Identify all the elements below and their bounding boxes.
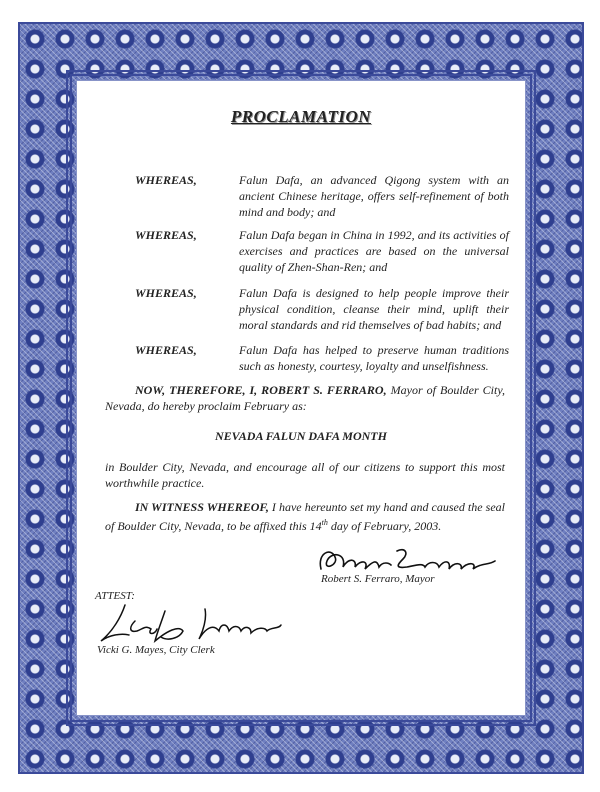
encourage-paragraph: in Boulder City, Nevada, and encourage all of our citizens to support this most worthwhile practice. bbox=[105, 460, 505, 490]
witness-part2: day of February, 2003. bbox=[327, 519, 442, 533]
witness-date-suffix: th bbox=[321, 518, 328, 527]
whereas-label-4: WHEREAS, bbox=[135, 343, 197, 357]
now-therefore-rest: Mayor of Boulder City, Nevada, do hereby proclaim February as: bbox=[105, 383, 506, 413]
page-title: PROCLAMATION bbox=[230, 107, 372, 126]
now-therefore-lead: NOW, THEREFORE, I, ROBERT S. FERRARO, bbox=[135, 383, 387, 397]
whereas-text-1: Falun Dafa, an advanced Qigong system with an ancient Chinese heritage, offers self-refinement of both mind and body; and bbox=[239, 173, 509, 219]
certificate-sheet bbox=[76, 80, 526, 716]
clerk-signature-name: Vicki G. Mayes, City Clerk bbox=[97, 644, 215, 656]
witness-part1: I have hereunto set my hand and caused the seal of Boulder City, Nevada, to be affixed this 14 bbox=[105, 500, 505, 533]
whereas-text-3: Falun Dafa is designed to help people improve their physical condition, cleanse their mind, uplift their moral standards and rid themselves of bad habits; and bbox=[239, 286, 509, 332]
witness-lead: IN WITNESS WHEREOF, bbox=[135, 500, 269, 514]
whereas-label-2: WHEREAS, bbox=[135, 228, 197, 242]
whereas-text-2: Falun Dafa began in China in 1992, and its activities of exercises and practices are based on the universal quality of Zhen-Shan-Ren; and bbox=[239, 228, 509, 274]
attest-label: ATTEST: bbox=[95, 590, 135, 602]
whereas-text-4: Falun Dafa has helped to preserve human traditions such as honesty, courtesy, loyalty and unselfishness. bbox=[239, 343, 509, 373]
whereas-label-3: WHEREAS, bbox=[135, 286, 197, 300]
whereas-label-1: WHEREAS, bbox=[135, 173, 197, 187]
witness-paragraph bbox=[105, 499, 505, 534]
mayor-signature-name: Robert S. Ferraro, Mayor bbox=[321, 573, 435, 585]
now-therefore-paragraph bbox=[105, 382, 505, 414]
month-heading: NEVADA FALUN DAFA MONTH bbox=[215, 429, 387, 443]
